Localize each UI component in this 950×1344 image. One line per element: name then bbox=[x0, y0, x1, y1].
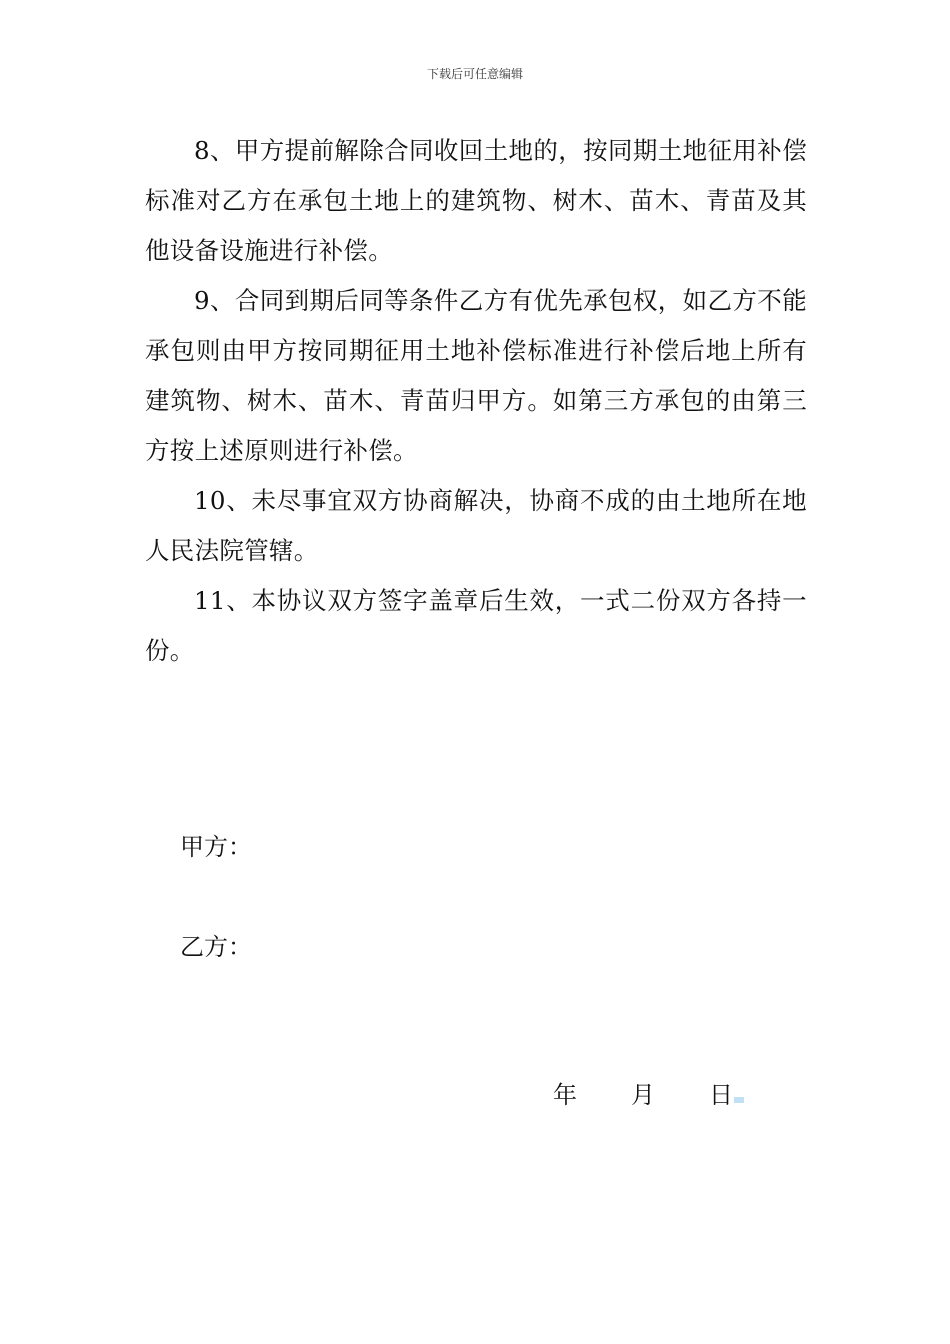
clause-10: 10、未尽事宜双方协商解决，协商不成的由土地所在地人民法院管辖。 bbox=[145, 486, 807, 565]
signing-date bbox=[553, 1080, 744, 1110]
date-month-label: 月 bbox=[631, 1081, 655, 1109]
date-day-label: 日 bbox=[709, 1081, 733, 1109]
clause-9: 9、合同到期后同等条件乙方有优先承包权，如乙方不能承包则由甲方按同期征用土地补偿标准进行补偿后地上所有建筑物、树木、苗木、青苗归甲方。如第三方承包的由第三方按上述原则进行补偿。 bbox=[145, 286, 807, 465]
paragraph-end-marker bbox=[734, 1097, 744, 1103]
contract-clauses bbox=[145, 126, 807, 676]
date-year-label: 年 bbox=[553, 1081, 577, 1109]
clause-8: 8、甲方提前解除合同收回土地的，按同期土地征用补偿标准对乙方在承包土地上的建筑物、树木、苗木、青苗及其他设备设施进行补偿。 bbox=[145, 136, 807, 265]
clause-11: 11、本协议双方签字盖章后生效，一式二份双方各持一份。 bbox=[145, 586, 807, 665]
page-header-note: 下载后可任意编辑 bbox=[426, 67, 523, 81]
party-a-signature-label: 甲方： bbox=[180, 833, 252, 861]
party-b-signature-label: 乙方： bbox=[180, 933, 252, 961]
